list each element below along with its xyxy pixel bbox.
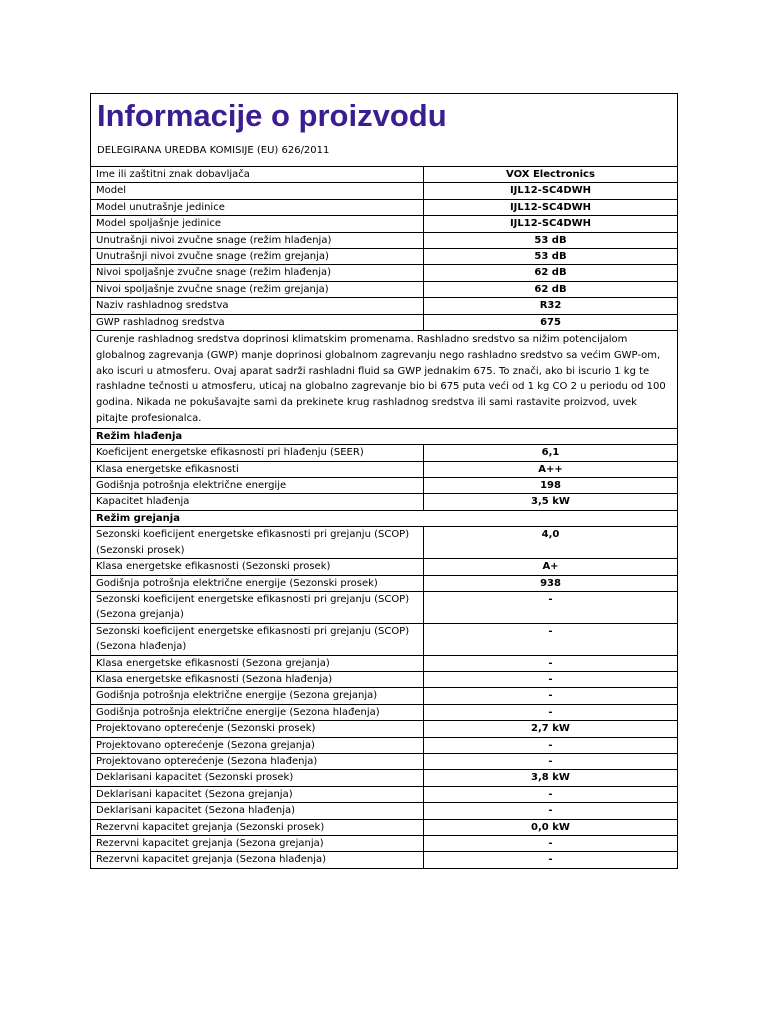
row-label: Ime ili zaštitni znak dobavljača bbox=[91, 167, 424, 183]
row-label: Klasa energetske efikasnosti (Sezona hlađenja) bbox=[91, 671, 424, 687]
table-row bbox=[91, 803, 677, 819]
row-value: IJL12-SC4DWH bbox=[424, 199, 678, 215]
row-value: - bbox=[424, 688, 678, 704]
row-value: - bbox=[424, 753, 678, 769]
row-value: 2,7 kW bbox=[424, 721, 678, 737]
row-value: - bbox=[424, 737, 678, 753]
section-heading-cooling: Režim hlađenja bbox=[91, 428, 677, 444]
row-value: - bbox=[424, 704, 678, 720]
row-value: 938 bbox=[424, 575, 678, 591]
row-value: - bbox=[424, 836, 678, 852]
row-label: Sezonski koeficijent energetske efikasnosti pri grejanju (SCOP) (Sezona grejanja) bbox=[91, 591, 424, 623]
row-label: Nivoi spoljašnje zvučne snage (režim grejanja) bbox=[91, 281, 424, 297]
table-row bbox=[91, 298, 677, 314]
row-label: Model bbox=[91, 183, 424, 199]
table-row bbox=[91, 527, 677, 559]
row-value: 198 bbox=[424, 478, 678, 494]
row-value: 53 dB bbox=[424, 232, 678, 248]
table-row bbox=[91, 770, 677, 786]
section-heading-heating: Režim grejanja bbox=[91, 510, 677, 526]
row-label: Nivoi spoljašnje zvučne snage (režim hlađenja) bbox=[91, 265, 424, 281]
row-label: Godišnja potrošnja električne energije bbox=[91, 478, 424, 494]
table-row bbox=[91, 852, 677, 868]
row-value: - bbox=[424, 623, 678, 655]
row-value: 4,0 bbox=[424, 527, 678, 559]
section-heading-cooling-row bbox=[91, 428, 677, 444]
row-label: Klasa energetske efikasnosti (Sezona grejanja) bbox=[91, 655, 424, 671]
table-row bbox=[91, 199, 677, 215]
refrigerant-note: Curenje rashladnog sredstva doprinosi klimatskim promenama. Rashladno sredstvo sa nižim potencijalom globalnog zagrevanja (GWP) manje doprinosi globalnom zagrevanju nego rashladno sredstvo sa većim GWP-om, ako iscuri u atmosferu. Ovaj aparat sadrži rashladni fluid sa GWP jednakim 675. To znači, ako bi iscurio 1 kg te rashladne tečnosti u atmosferu, uticaj na globalno zagrevanje bio bi 675 puta veći od 1 kg CO 2 u periodu od 100 godina. Nikada ne pokušavajte sami da prekinete krug rashladnog sredstva ili sami rastavite proizvod, uvek pitajte profesionalca. bbox=[91, 331, 677, 429]
row-label: Godišnja potrošnja električne energije (Sezonski prosek) bbox=[91, 575, 424, 591]
row-value: 3,5 kW bbox=[424, 494, 678, 510]
table-row bbox=[91, 445, 677, 461]
table-row bbox=[91, 737, 677, 753]
table-row bbox=[91, 753, 677, 769]
table-row bbox=[91, 478, 677, 494]
table-row bbox=[91, 575, 677, 591]
row-label: Kapacitet hlađenja bbox=[91, 494, 424, 510]
row-value: 6,1 bbox=[424, 445, 678, 461]
section-heading-heating-row bbox=[91, 510, 677, 526]
table-row bbox=[91, 232, 677, 248]
row-value: - bbox=[424, 852, 678, 868]
row-label: Model spoljašnje jedinice bbox=[91, 216, 424, 232]
table-row bbox=[91, 591, 677, 623]
row-label: Koeficijent energetske efikasnosti pri hlađenju (SEER) bbox=[91, 445, 424, 461]
row-value: 62 dB bbox=[424, 281, 678, 297]
row-value: - bbox=[424, 655, 678, 671]
row-label: Sezonski koeficijent energetske efikasnosti pri grejanju (SCOP) (Sezonski prosek) bbox=[91, 527, 424, 559]
row-label: GWP rashladnog sredstva bbox=[91, 314, 424, 330]
table-row bbox=[91, 704, 677, 720]
row-label: Unutrašnji nivoi zvučne snage (režim grejanja) bbox=[91, 249, 424, 265]
row-value: - bbox=[424, 786, 678, 802]
row-label: Projektovano opterećenje (Sezona hlađenja) bbox=[91, 753, 424, 769]
row-label: Unutrašnji nivoi zvučne snage (režim hlađenja) bbox=[91, 232, 424, 248]
table-row bbox=[91, 623, 677, 655]
table-row bbox=[91, 836, 677, 852]
row-label: Deklarisani kapacitet (Sezonski prosek) bbox=[91, 770, 424, 786]
table-row bbox=[91, 494, 677, 510]
row-value: 0,0 kW bbox=[424, 819, 678, 835]
row-value: - bbox=[424, 591, 678, 623]
row-label: Rezervni kapacitet grejanja (Sezona hlađenja) bbox=[91, 852, 424, 868]
row-label: Model unutrašnje jedinice bbox=[91, 199, 424, 215]
row-value: 53 dB bbox=[424, 249, 678, 265]
table-row bbox=[91, 559, 677, 575]
table-row bbox=[91, 249, 677, 265]
row-label: Klasa energetske efikasnosti bbox=[91, 461, 424, 477]
table-row bbox=[91, 655, 677, 671]
row-label: Godišnja potrošnja električne energije (Sezona hlađenja) bbox=[91, 704, 424, 720]
table-row bbox=[91, 786, 677, 802]
page-title: Informacije o proizvodu bbox=[97, 98, 447, 133]
table-row bbox=[91, 183, 677, 199]
row-value: 3,8 kW bbox=[424, 770, 678, 786]
table-row bbox=[91, 671, 677, 687]
row-value: A++ bbox=[424, 461, 678, 477]
row-label: Naziv rashladnog sredstva bbox=[91, 298, 424, 314]
row-label: Godišnja potrošnja električne energije (Sezona grejanja) bbox=[91, 688, 424, 704]
row-label: Projektovano opterećenje (Sezonski prosek) bbox=[91, 721, 424, 737]
row-label: Klasa energetske efikasnosti (Sezonski prosek) bbox=[91, 559, 424, 575]
row-value: - bbox=[424, 803, 678, 819]
row-label: Projektovano opterećenje (Sezona grejanja) bbox=[91, 737, 424, 753]
row-label: Deklarisani kapacitet (Sezona hlađenja) bbox=[91, 803, 424, 819]
table-row bbox=[91, 688, 677, 704]
table-row bbox=[91, 819, 677, 835]
table-row bbox=[91, 265, 677, 281]
regulation-subtitle: DELEGIRANA UREDBA KOMISIJE (EU) 626/2011 bbox=[97, 145, 330, 156]
row-value: VOX Electronics bbox=[424, 167, 678, 183]
title-block bbox=[91, 94, 677, 167]
table-row bbox=[91, 167, 677, 183]
row-value: IJL12-SC4DWH bbox=[424, 183, 678, 199]
row-label: Deklarisani kapacitet (Sezona grejanja) bbox=[91, 786, 424, 802]
product-info-table bbox=[91, 167, 677, 868]
table-row bbox=[91, 721, 677, 737]
row-label: Sezonski koeficijent energetske efikasnosti pri grejanju (SCOP) (Sezona hlađenja) bbox=[91, 623, 424, 655]
table-row bbox=[91, 216, 677, 232]
table-row bbox=[91, 314, 677, 330]
refrigerant-note-row bbox=[91, 331, 677, 429]
row-value: A+ bbox=[424, 559, 678, 575]
table-row bbox=[91, 281, 677, 297]
row-value: - bbox=[424, 671, 678, 687]
row-value: IJL12-SC4DWH bbox=[424, 216, 678, 232]
row-value: 675 bbox=[424, 314, 678, 330]
table-row bbox=[91, 461, 677, 477]
row-value: 62 dB bbox=[424, 265, 678, 281]
row-label: Rezervni kapacitet grejanja (Sezonski prosek) bbox=[91, 819, 424, 835]
product-info-table-body bbox=[91, 167, 677, 868]
row-value: R32 bbox=[424, 298, 678, 314]
row-label: Rezervni kapacitet grejanja (Sezona grejanja) bbox=[91, 836, 424, 852]
product-info-sheet bbox=[90, 93, 678, 869]
